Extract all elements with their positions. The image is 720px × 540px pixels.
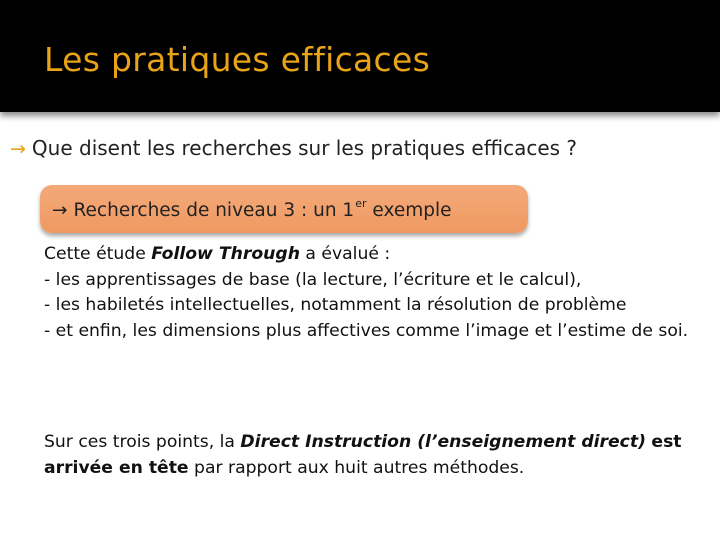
conclusion-paragraph	[44, 430, 704, 481]
list-line-3: - et enfin, les dimensions plus affectives comme l’image et l’estime de soi.	[44, 320, 689, 341]
arrow-right-icon: →	[52, 200, 68, 221]
intro-after: a évalué :	[299, 244, 391, 264]
question-text: Que disent les recherches sur les pratiques efficaces ?	[31, 136, 578, 160]
intro-before: Cette étude	[44, 244, 152, 264]
arrow-right-icon: →	[10, 138, 26, 160]
conclusion-method: Direct Instruction (l’enseignement direct)	[240, 432, 646, 452]
list-line-2: - les habiletés intellectuelles, notamment la résolution de problème	[44, 295, 627, 315]
slide-title: Les pratiques efficaces	[44, 40, 431, 79]
section-pill	[40, 185, 528, 233]
question-bullet	[10, 136, 577, 160]
intro-line	[44, 242, 704, 268]
conclusion-before: Sur ces trois points, la	[44, 432, 241, 452]
study-description	[44, 242, 704, 344]
pill-superscript: er	[355, 197, 367, 210]
title-bar	[0, 0, 720, 112]
pill-text-before: Recherches de niveau 3 : un 1	[73, 200, 355, 221]
pill-text-after: exemple	[366, 200, 452, 221]
study-name: Follow Through	[151, 244, 300, 264]
conclusion-after: par rapport aux huit autres méthodes.	[188, 457, 525, 478]
list-line-1: - les apprentissages de base (la lecture, l’écriture et le calcul),	[44, 269, 582, 290]
conclusion-result: est arrivée en tête	[44, 432, 682, 478]
